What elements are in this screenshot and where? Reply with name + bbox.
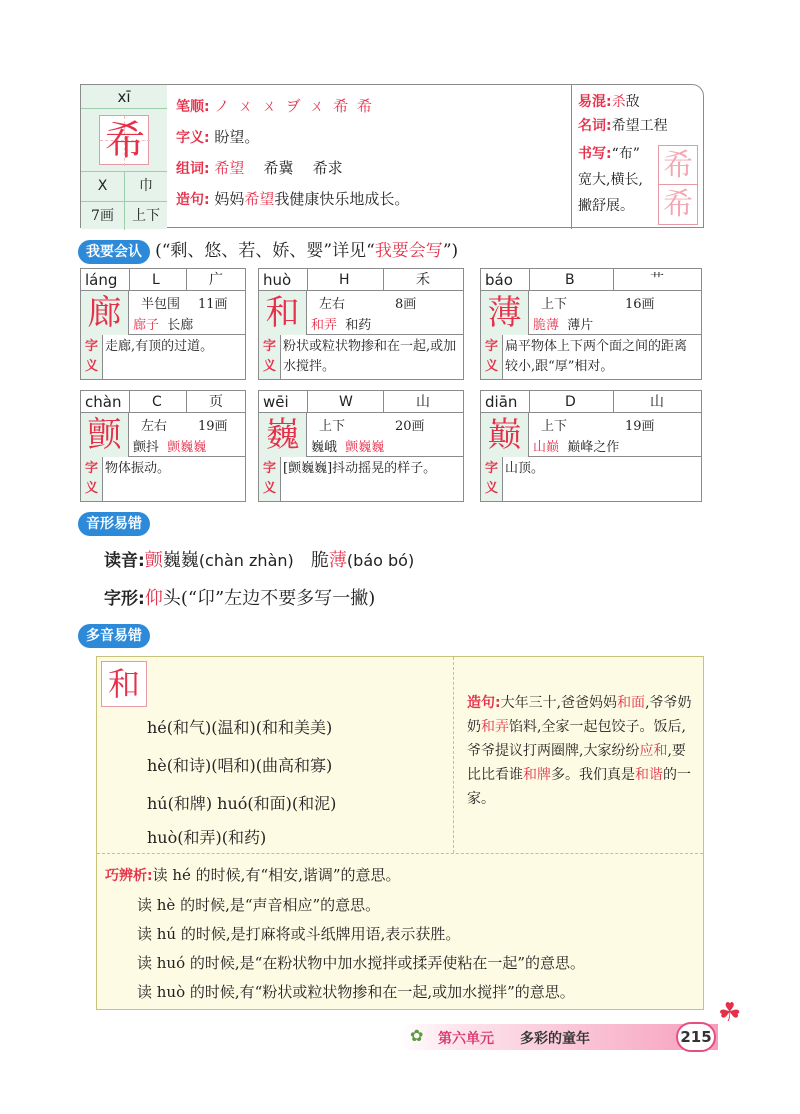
writing-char: 希: [663, 187, 693, 222]
section-note: [155, 241, 458, 261]
shuxie-label: 书写:: [578, 146, 612, 162]
card-meaning-text: 粉状或粒状物掺和在一起,或加水搅拌。: [283, 339, 457, 374]
divider: [613, 269, 614, 291]
card-structure: 上下: [541, 419, 568, 434]
zixing-note: (“卬”左边不要多写一撇): [180, 588, 376, 609]
card-meaning-text: 走廊,有顶的过道。: [105, 339, 214, 354]
card-word-1: 和弄: [311, 318, 338, 333]
sentence-highlight: 和谐: [635, 767, 663, 783]
divider: [529, 391, 530, 413]
card-words: [533, 436, 619, 455]
divider: [613, 391, 614, 413]
card-radical: 禾: [416, 272, 430, 288]
card-pinyin: huò: [263, 271, 292, 289]
card-word-2: 薄片: [567, 318, 594, 333]
sentence-part: ,要比比看谁: [467, 743, 686, 783]
card-meaning-text: 山顶。: [505, 461, 545, 476]
duyin-pinyin-2: (báo bó): [346, 551, 415, 570]
zixing-label: 字形:: [104, 589, 145, 609]
card-strokes: 20画: [395, 419, 425, 434]
card-word-2: 颤巍巍: [345, 440, 385, 455]
card-word-2: 颤巍巍: [167, 440, 207, 455]
card-body: [81, 291, 245, 335]
card-word-1: 脆薄: [533, 318, 560, 333]
card-index: H: [339, 272, 350, 288]
card-body: [481, 413, 701, 457]
char-meta: [81, 171, 167, 229]
card-meaning: [81, 335, 245, 379]
page-number: 215: [676, 1022, 716, 1052]
shuxie-text: 宽大,横长,: [578, 172, 643, 188]
card-words: [133, 314, 193, 333]
structure: 上下: [124, 201, 167, 230]
divider: [453, 657, 454, 853]
card-head: [81, 391, 245, 413]
stroke-count: 7画: [81, 201, 124, 230]
note-text: (“剩、悠、若、娇、婴”详见“: [155, 241, 375, 261]
card-word-2: 巅峰之作: [567, 440, 620, 455]
ziyi-label: 字义:: [176, 130, 210, 146]
card-meaning-label: 字义: [481, 335, 503, 379]
main-character: 希: [105, 118, 145, 164]
card-meaning: [259, 457, 463, 501]
zixing-row: [104, 584, 375, 610]
card-char: 薄: [481, 291, 529, 335]
card-pinyin: báo: [485, 271, 513, 289]
duyin-row: [104, 546, 414, 572]
analysis-text: 读 hé 的时候,有“相安,谐调”的意思。: [152, 866, 401, 884]
word-1: 希望: [214, 159, 245, 177]
card-index: B: [565, 272, 575, 288]
writing-char: 希: [659, 146, 697, 185]
char-card-2: [480, 268, 702, 380]
card-head: [81, 269, 245, 291]
analysis-line: 读 hú 的时候,是打麻将或斗纸牌用语,表示获胜。: [137, 925, 461, 943]
card-head: [259, 269, 463, 291]
mingci-value: 希望工程: [611, 118, 668, 134]
mascot-icon: ☘: [718, 998, 742, 1028]
card-word-1: 山巅: [533, 440, 560, 455]
sentence-highlight: 和牌: [523, 767, 551, 783]
card-words: [133, 436, 206, 455]
polyphone-char: 和: [101, 661, 147, 707]
duyin-word-2: 脆: [310, 550, 329, 571]
writing-grid: [658, 145, 698, 225]
card-head: [481, 391, 701, 413]
duyin-highlight: 颤: [144, 550, 163, 571]
card-words: [311, 314, 371, 333]
sentence-highlight: 希望: [244, 190, 275, 208]
card-meaning-label: 字义: [81, 335, 103, 379]
card-head: [259, 391, 463, 413]
sentence-part: 妈妈: [214, 190, 245, 208]
unit-title: 多彩的童年: [520, 1031, 590, 1047]
card-head: [481, 269, 701, 291]
shuxie-text: “布”: [611, 146, 640, 162]
polyphone-analysis: [105, 861, 701, 1007]
analysis-line: [105, 861, 701, 891]
analysis-line: 读 huò 的时候,有“粉状或粒状物掺和在一起,或加水搅拌”的意思。: [137, 983, 575, 1001]
yihun-label: 易混:: [578, 94, 612, 110]
card-meaning-label: 字义: [259, 457, 281, 501]
qiao-label: 巧辨析:: [105, 868, 153, 884]
bishun-label: 笔顺:: [176, 99, 210, 115]
divider: [383, 391, 384, 413]
reading-he4: hè(和诗)(唱和)(曲高和寡): [147, 756, 333, 775]
card-word-1: 巍峨: [311, 440, 338, 455]
duyin-word: 巍巍: [162, 550, 199, 571]
card-index: D: [565, 394, 576, 410]
char-card-3: [80, 390, 246, 502]
char-card-4: [258, 390, 464, 502]
card-structure: 上下: [319, 419, 346, 434]
card-word-1: 廊子: [133, 318, 160, 333]
sentence-highlight: 和面: [617, 695, 646, 711]
sentence-highlight: 应和: [639, 743, 668, 759]
sentence-part: ,爷爷奶奶: [467, 695, 692, 735]
card-words: [533, 314, 593, 333]
duyin-pinyin: (chàn zhàn): [198, 551, 294, 570]
card-radical: 广: [209, 272, 223, 288]
card-meaning: [81, 457, 245, 501]
card-meaning: [481, 457, 701, 501]
card-meaning-label: 字义: [259, 335, 281, 379]
divider: [186, 269, 187, 291]
divider: [529, 269, 530, 291]
card-strokes: 11画: [198, 297, 228, 312]
card-radical: 艹: [650, 272, 664, 288]
card-radical: 山: [650, 394, 664, 410]
zaoju-label: 造句:: [176, 192, 210, 208]
confusable-char: 杀: [611, 94, 626, 110]
card-index: C: [152, 394, 162, 410]
card-meaning: [259, 335, 463, 379]
char-card-0: [80, 268, 246, 380]
polyphone-card: [96, 656, 704, 1010]
index-letter: X: [97, 178, 108, 194]
sentence-highlight: 和弄: [481, 719, 509, 735]
card-char: 巅: [481, 413, 529, 457]
card-meaning-text: 物体振动。: [105, 461, 171, 476]
card-meaning-text: [颤巍巍]抖动摇晃的样子。: [283, 461, 437, 476]
section-banner-duoyinyicuo: 多音易错: [78, 624, 150, 648]
card-word-2: 长廊: [167, 318, 194, 333]
zixing-highlight: 仰: [144, 588, 163, 609]
card-body: [81, 413, 245, 457]
divider: [383, 269, 384, 291]
confusable-word: 敌: [625, 94, 640, 110]
sentence-part: 大年三十,爸爸妈妈: [500, 695, 618, 711]
card-structure: 半包围: [141, 297, 181, 312]
shuxie-text: 撇舒展。: [578, 198, 634, 214]
divider: [186, 391, 187, 413]
card-words: [311, 436, 384, 455]
tianzige-grid: [99, 115, 149, 165]
card-structure: 左右: [319, 297, 346, 312]
card-pinyin: diān: [485, 393, 518, 411]
zaoju-label: 造句:: [467, 695, 501, 711]
divider: [129, 269, 130, 291]
char-details: [176, 91, 566, 215]
duyin-highlight-2: 薄: [328, 550, 347, 571]
card-index: L: [152, 272, 160, 288]
note-text: ”): [442, 241, 459, 261]
card-strokes: 19画: [625, 419, 655, 434]
card-radical: 页: [209, 394, 223, 410]
pinyin: xī: [81, 85, 167, 109]
card-strokes: 16画: [625, 297, 655, 312]
card-meaning-text: 扁平物体上下两个面之间的距离较小,跟“厚”相对。: [505, 339, 688, 374]
card-index: W: [339, 394, 353, 410]
word-2: 希冀: [263, 159, 294, 177]
card-body: [481, 291, 701, 335]
zixing-word: 头: [162, 588, 181, 609]
word-3: 希求: [312, 159, 343, 177]
analysis-line: 读 huó 的时候,是“在粉状物中加水搅拌或揉弄使粘在一起”的意思。: [137, 954, 585, 972]
sentence-part: 多。我们真是: [551, 767, 635, 783]
divider: [97, 853, 703, 854]
reading-hu-huo: hú(和牌) huó(和面)(和泥): [147, 794, 337, 813]
card-body: [259, 291, 463, 335]
card-body: [259, 413, 463, 457]
leaf-icon: ✿: [410, 1026, 424, 1045]
card-meaning: [481, 335, 701, 379]
card-structure: 上下: [541, 297, 568, 312]
card-strokes: 19画: [198, 419, 228, 434]
note-highlight: 我要会写: [374, 241, 443, 261]
card-word-2: 和药: [345, 318, 372, 333]
radical: 巾: [124, 172, 167, 201]
sentence-part: 的一家。: [467, 767, 691, 807]
unit-label: 第六单元: [438, 1031, 494, 1047]
reading-huo4: huò(和弄)(和药): [147, 828, 267, 847]
reading-he: hé(和气)(温和)(和和美美): [147, 718, 333, 737]
section-banner-yinxingyicuo: 音形易错: [78, 512, 150, 536]
char-tips: [571, 85, 705, 229]
card-pinyin: láng: [85, 271, 118, 289]
mingci-label: 名词:: [578, 118, 612, 134]
card-char: 和: [259, 291, 307, 335]
card-strokes: 8画: [395, 297, 417, 312]
hanzi-cell: [81, 85, 167, 229]
card-word-1: 颤抖: [133, 440, 160, 455]
char-card-5: [480, 390, 702, 502]
sentence-part: 馅料,全家一起包饺子。饭后,爷爷提议打两圈牌,大家纷纷: [467, 719, 686, 759]
divider: [307, 391, 308, 413]
zuci-label: 组词:: [176, 161, 210, 177]
divider: [307, 269, 308, 291]
stroke-order: ノ ㄨ ㄨ ヺ ㄨ 希 希: [214, 97, 374, 115]
card-pinyin: wēi: [263, 393, 289, 411]
analysis-line: 读 hè 的时候,是“声音相应”的意思。: [137, 896, 381, 914]
card-structure: 左右: [141, 419, 168, 434]
card-char: 巍: [259, 413, 307, 457]
card-meaning-label: 字义: [81, 457, 103, 501]
divider: [129, 391, 130, 413]
sentence-part: 我健康快乐地成长。: [274, 190, 410, 208]
card-meaning-label: 字义: [481, 457, 503, 501]
ziyi-value: 盼望。: [214, 128, 260, 146]
card-char: 颤: [81, 413, 129, 457]
polyphone-sentence: [467, 691, 699, 811]
section-banner-woyaohuiren: 我要会认: [78, 240, 150, 264]
card-radical: 山: [416, 394, 430, 410]
char-card-1: [258, 268, 464, 380]
character-card-xi: [80, 84, 704, 228]
duyin-label: 读音:: [104, 551, 145, 571]
card-char: 廊: [81, 291, 129, 335]
card-pinyin: chàn: [85, 393, 122, 411]
